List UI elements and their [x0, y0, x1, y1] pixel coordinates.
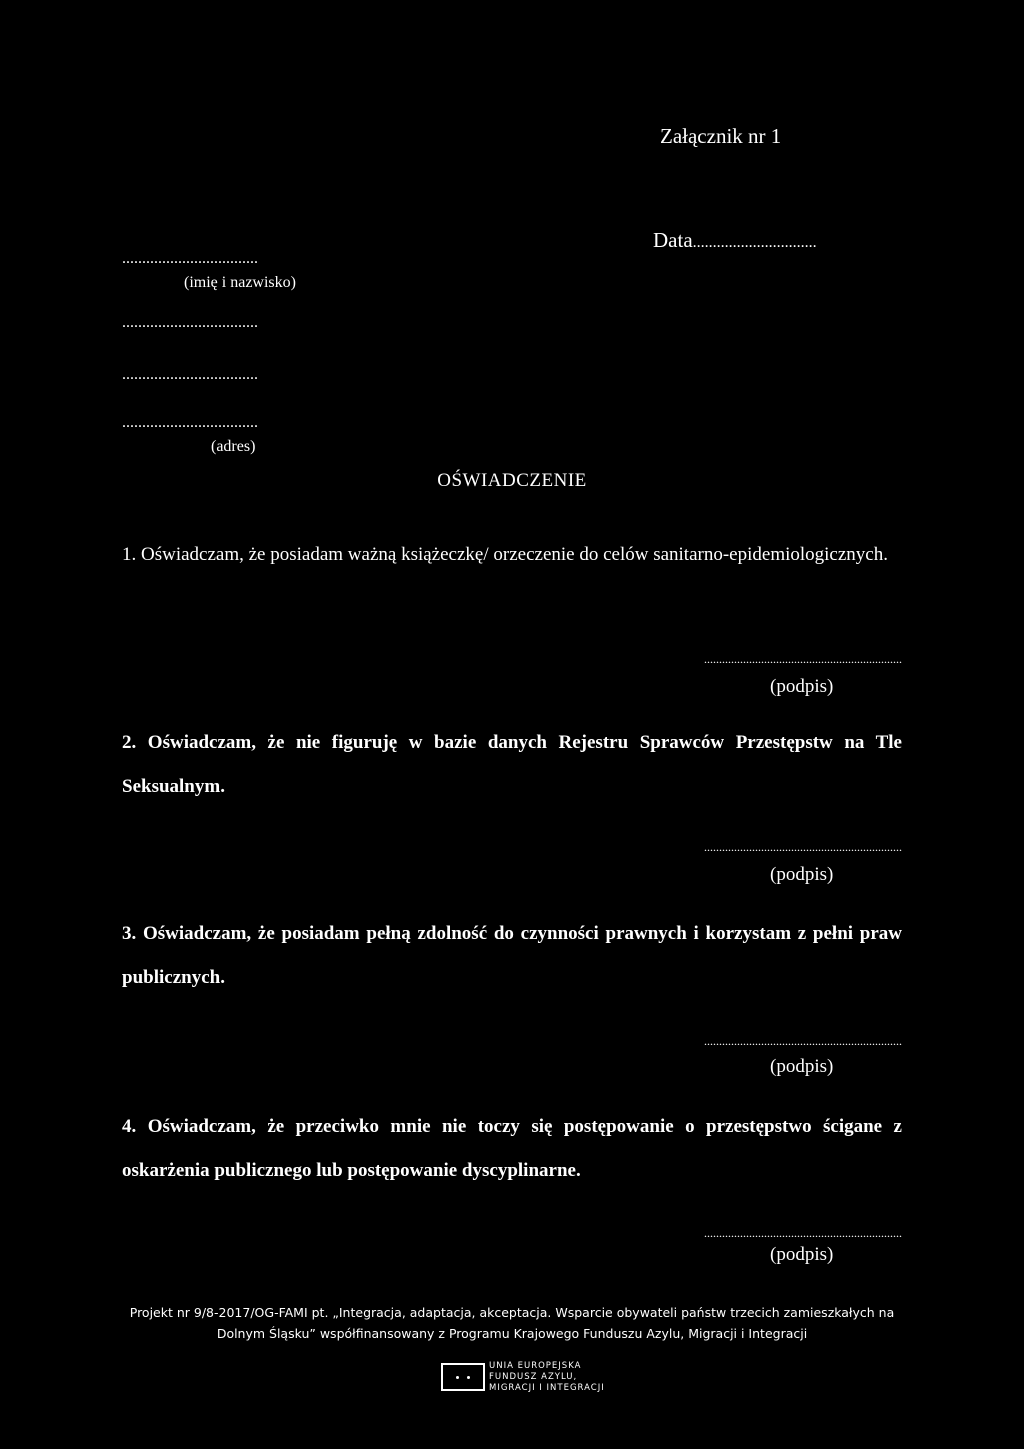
- signature-label-4: (podpis): [770, 1244, 834, 1265]
- logo-line-1: UNIA EUROPEJSKA: [489, 1361, 582, 1371]
- signature-label-3: (podpis): [770, 1056, 834, 1077]
- statement-2: 2. Oświadczam, że nie figuruję w bazie danych Rejestru Sprawców Przestępstw na Tle Seksualnym.: [122, 732, 902, 797]
- footer-line-1: Projekt nr 9/8-2017/OG-FAMI pt. „Integracja, adaptacja, akceptacja. Wsparcie obywateli państw trzecich zamieszkałych na: [129, 1305, 895, 1320]
- address-label: (adres): [211, 438, 256, 455]
- signature-label-1: (podpis): [770, 676, 834, 697]
- name-dots: ..................................: [122, 250, 258, 267]
- signature-dots-1: ..................................................................: [704, 652, 902, 666]
- eu-flag-icon: [441, 1363, 485, 1391]
- signature-label-2: (podpis): [770, 864, 834, 885]
- date-field: [653, 228, 817, 253]
- star-icon: [456, 1376, 459, 1379]
- signature-dots-3: ..................................................................: [704, 1034, 902, 1048]
- name-label: (imię i nazwisko): [184, 274, 296, 291]
- address-dots-1: ..................................: [122, 314, 258, 331]
- footer-line-2: Dolnym Śląsku” współfinansowany z Programu Krajowego Funduszu Azylu, Migracji i Integracji: [216, 1326, 808, 1341]
- logo-line-2: FUNDUSZ AZYLU,: [489, 1372, 578, 1382]
- annex-label: Załącznik nr 1: [660, 124, 782, 148]
- address-dots-3: ..................................: [122, 414, 258, 431]
- date-dots: ...............................: [692, 234, 817, 251]
- address-dots-2: ..................................: [122, 366, 258, 383]
- signature-dots-4: ..................................................................: [704, 1226, 902, 1240]
- document-title: OŚWIADCZENIE: [437, 470, 587, 491]
- statement-3: 3. Oświadczam, że posiadam pełną zdolność do czynności prawnych i korzystam z pełni praw publicznych.: [122, 923, 902, 988]
- statement-4: 4. Oświadczam, że przeciwko mnie nie toczy się postępowanie o przestępstwo ścigane z oskarżenia publicznego lub postępowanie dyscyplinarne.: [122, 1116, 902, 1181]
- signature-dots-2: ..................................................................: [704, 840, 902, 854]
- eu-fund-logo-text: [489, 1361, 605, 1394]
- date-label: Data: [653, 228, 693, 252]
- statement-1: 1. Oświadczam, że posiadam ważną książeczkę/ orzeczenie do celów sanitarno-epidemiologicznych.: [122, 544, 888, 565]
- logo-line-3: MIGRACJI I INTEGRACJI: [489, 1383, 605, 1393]
- star-icon: [467, 1376, 470, 1379]
